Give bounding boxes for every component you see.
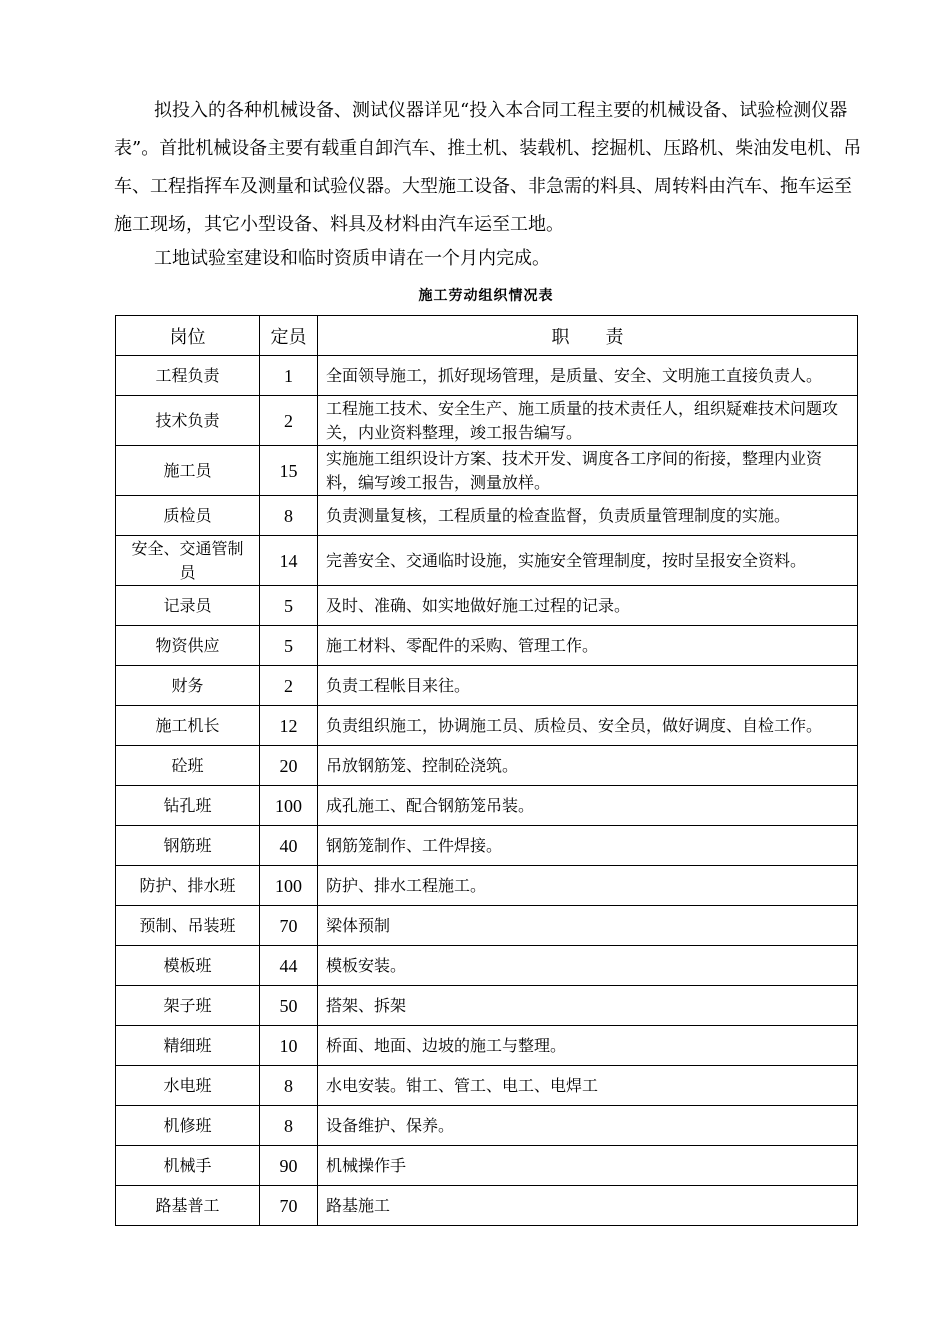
table-row [116,1146,858,1186]
table-row [116,786,858,826]
table-header-row [116,316,858,356]
table-row [116,906,858,946]
duty-cell: 负责工程帐目来往。 [318,666,858,706]
count-cell: 100 [260,866,318,906]
duty-cell: 防护、排水工程施工。 [318,866,858,906]
header-count: 定员 [260,316,318,356]
position-cell: 模板班 [116,946,260,986]
position-cell: 预制、吊装班 [116,906,260,946]
table-row [116,706,858,746]
duty-cell: 及时、准确、如实地做好施工过程的记录。 [318,586,858,626]
table-row [116,866,858,906]
table-row [116,1026,858,1066]
position-cell: 钻孔班 [116,786,260,826]
count-cell: 50 [260,986,318,1026]
table-row [116,666,858,706]
position-cell: 技术负责 [116,396,260,446]
table-row [116,536,858,586]
position-cell: 物资供应 [116,626,260,666]
count-cell: 5 [260,626,318,666]
count-cell: 8 [260,1106,318,1146]
duty-cell: 路基施工 [318,1186,858,1226]
duty-cell: 桥面、地面、边坡的施工与整理。 [318,1026,858,1066]
duty-cell: 负责组织施工，协调施工员、质检员、安全员，做好调度、自检工作。 [318,706,858,746]
count-cell: 2 [260,666,318,706]
count-cell: 44 [260,946,318,986]
position-cell: 记录员 [116,586,260,626]
table-row [116,446,858,496]
position-cell: 水电班 [116,1066,260,1106]
count-cell: 2 [260,396,318,446]
duty-cell: 完善安全、交通临时设施，实施安全管理制度，按时呈报安全资料。 [318,536,858,586]
count-cell: 12 [260,706,318,746]
count-cell: 1 [260,356,318,396]
position-cell: 施工员 [116,446,260,496]
table-row [116,626,858,666]
duty-cell: 梁体预制 [318,906,858,946]
table-row [116,396,858,446]
position-cell: 质检员 [116,496,260,536]
lab-paragraph: 工地试验室建设和临时资质申请在一个月内完成。 [154,248,550,269]
position-cell: 钢筋班 [116,826,260,866]
count-cell: 5 [260,586,318,626]
table-row [116,496,858,536]
position-cell: 机械手 [116,1146,260,1186]
table-row [116,586,858,626]
header-duty: 职 责 [318,316,858,356]
position-cell: 机修班 [116,1106,260,1146]
duty-cell: 模板安装。 [318,946,858,986]
count-cell: 20 [260,746,318,786]
count-cell: 70 [260,1186,318,1226]
table-title: 施工劳动组织情况表 [418,288,554,304]
count-cell: 100 [260,786,318,826]
duty-cell: 施工材料、零配件的采购、管理工作。 [318,626,858,666]
duty-cell: 搭架、拆架 [318,986,858,1026]
duty-cell: 负责测量复核，工程质量的检查监督，负责质量管理制度的实施。 [318,496,858,536]
position-cell: 财务 [116,666,260,706]
duty-cell: 钢筋笼制作、工件焊接。 [318,826,858,866]
count-cell: 14 [260,536,318,586]
duty-cell: 吊放钢筋笼、控制砼浇筑。 [318,746,858,786]
duty-cell: 水电安装。钳工、管工、电工、电焊工 [318,1066,858,1106]
position-cell: 防护、排水班 [116,866,260,906]
labor-organization-table [115,315,858,1226]
position-cell: 砼班 [116,746,260,786]
header-position: 岗位 [116,316,260,356]
position-cell: 路基普工 [116,1186,260,1226]
duty-cell: 设备维护、保养。 [318,1106,858,1146]
position-cell: 施工机长 [116,706,260,746]
position-cell: 精细班 [116,1026,260,1066]
duty-cell: 全面领导施工，抓好现场管理，是质量、安全、文明施工直接负责人。 [318,356,858,396]
table-row [116,1186,858,1226]
table-row [116,986,858,1026]
count-cell: 8 [260,496,318,536]
table-row [116,356,858,396]
count-cell: 40 [260,826,318,866]
duty-cell: 机械操作手 [318,1146,858,1186]
count-cell: 70 [260,906,318,946]
duty-cell: 实施施工组织设计方案、技术开发、调度各工序间的衔接，整理内业资料，编写竣工报告，测量放样。 [318,446,858,496]
table-row [116,1066,858,1106]
position-cell: 架子班 [116,986,260,1026]
duty-cell: 工程施工技术、安全生产、施工质量的技术责任人，组织疑难技术问题攻关，内业资料整理，竣工报告编写。 [318,396,858,446]
duty-cell: 成孔施工、配合钢筋笼吊装。 [318,786,858,826]
position-cell: 工程负责 [116,356,260,396]
table-row [116,1106,858,1146]
position-cell: 安全、交通管制员 [116,536,260,586]
count-cell: 8 [260,1066,318,1106]
count-cell: 90 [260,1146,318,1186]
count-cell: 15 [260,446,318,496]
intro-paragraph: 拟投入的各种机械设备、测试仪器详见“投入本合同工程主要的机械设备、试验检测仪器表”。首批机械设备主要有载重自卸汽车、推土机、装载机、挖掘机、压路机、柴油发电机、吊车、工程指挥车及测量和试验仪器。大型施工设备、非急需的料具、周转料由汽车、拖车运至施工现场，其它小型设备、料具及材料由汽车运至工地。 [114,100,862,235]
count-cell: 10 [260,1026,318,1066]
table-row [116,826,858,866]
table-row [116,746,858,786]
table-row [116,946,858,986]
